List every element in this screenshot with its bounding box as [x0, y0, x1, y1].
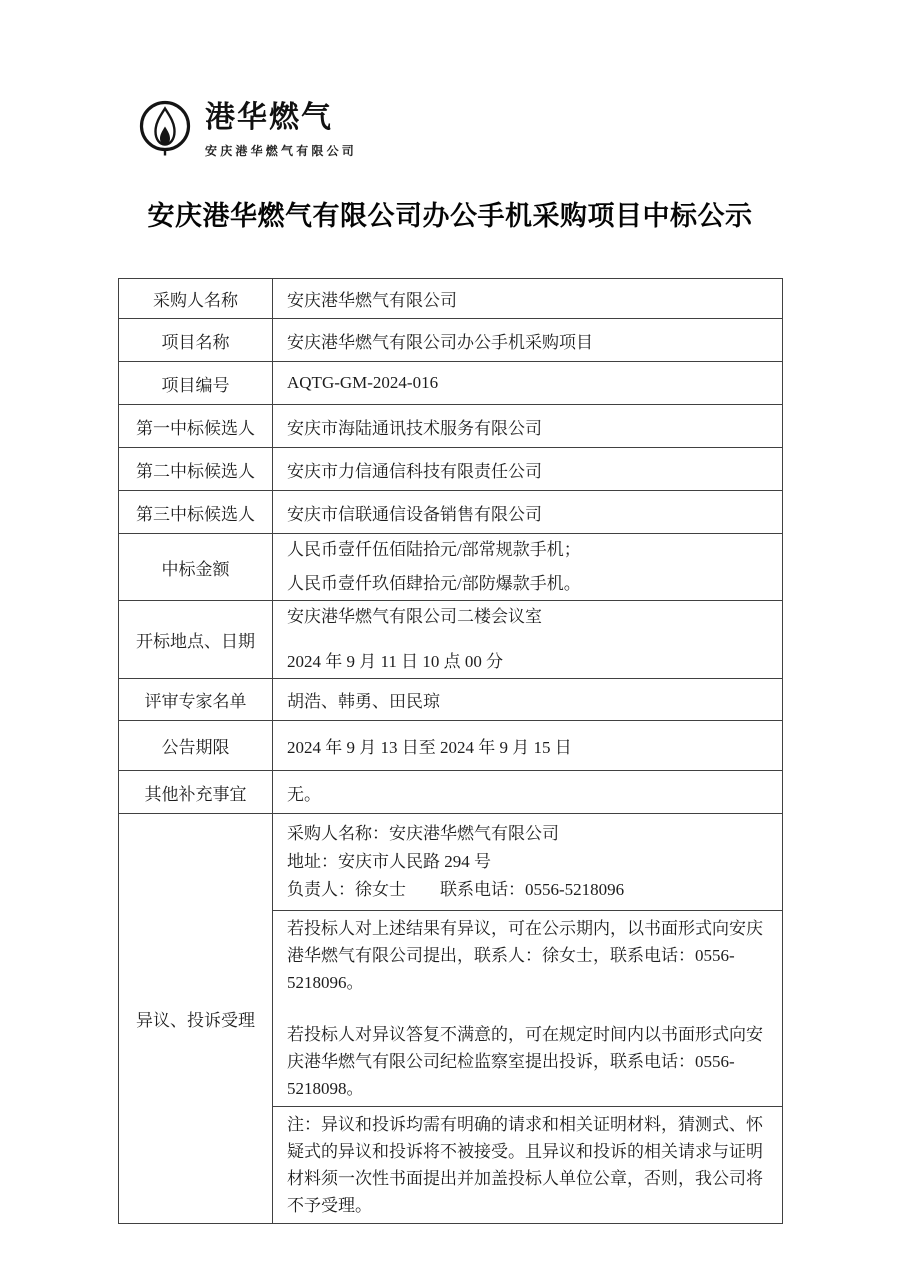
- objection-row-label: 异议、投诉受理: [119, 814, 273, 1224]
- flame-in-circle-icon: [139, 100, 193, 158]
- contact-line: 采购人名称：安庆港华燃气有限公司: [287, 824, 559, 843]
- table-row: [119, 405, 783, 448]
- row-label: 第三中标候选人: [119, 491, 273, 534]
- page-title: 安庆港华燃气有限公司办公手机采购项目中标公示: [147, 201, 753, 231]
- row-value: 安庆港华燃气有限公司: [273, 279, 783, 319]
- procedure-paragraph: 若投标人对上述结果有异议，可在公示期内，以书面形式向安庆港华燃气有限公司提出，联系人：徐女士，联系电话：0556-5218096。: [287, 919, 763, 992]
- row-value: [273, 601, 783, 679]
- row-label: 评审专家名单: [119, 679, 273, 721]
- objection-procedure-cell: [273, 911, 783, 1107]
- row-label: 采购人名称: [119, 279, 273, 319]
- objection-contact-cell: [273, 814, 783, 911]
- value-line: 人民币壹仟玖佰肆拾元/部防爆款手机。: [287, 574, 581, 593]
- row-label: 开标地点、日期: [119, 601, 273, 679]
- note-paragraph: 注：异议和投诉均需有明确的请求和相关证明材料，猜测式、怀疑式的异议和投诉将不被接受。且异议和投诉的相关请求与证明材料须一次性书面提出并加盖投标人单位公章，否则，我公司将不予受理。: [287, 1115, 763, 1215]
- table-row: [119, 601, 783, 679]
- row-label: 项目名称: [119, 319, 273, 362]
- row-label: 项目编号: [119, 362, 273, 405]
- row-label: 第二中标候选人: [119, 448, 273, 491]
- row-label: 第一中标候选人: [119, 405, 273, 448]
- logo-brand-name: 港华燃气: [205, 101, 333, 134]
- row-label: 其他补充事宜: [119, 771, 273, 814]
- table-row: [119, 491, 783, 534]
- row-value: 2024 年 9 月 13 日至 2024 年 9 月 15 日: [273, 721, 783, 771]
- table-row: [119, 448, 783, 491]
- row-label: 中标金额: [119, 534, 273, 601]
- announcement-table: [118, 278, 783, 1224]
- company-logo: [139, 100, 357, 159]
- table-row: [119, 319, 783, 362]
- value-line: 人民币壹仟伍佰陆拾元/部常规款手机；: [287, 540, 581, 559]
- contact-line: 负责人：徐女士 联系电话：0556-5218096: [287, 880, 625, 899]
- row-value: 安庆市海陆通讯技术服务有限公司: [273, 405, 783, 448]
- row-value: 安庆市力信通信科技有限责任公司: [273, 448, 783, 491]
- logo-text-block: [205, 100, 357, 159]
- procedure-paragraph: 若投标人对异议答复不满意的，可在规定时间内以书面形式向安庆港华燃气有限公司纪检监察室提出投诉，联系电话：0556-5218098。: [287, 1025, 763, 1098]
- table-row: [119, 771, 783, 814]
- table-row: [119, 721, 783, 771]
- row-value: AQTG-GM-2024-016: [273, 362, 783, 405]
- value-line: 安庆港华燃气有限公司二楼会议室: [287, 607, 542, 626]
- table-row: [119, 362, 783, 405]
- row-value: 胡浩、韩勇、田民琼: [273, 679, 783, 721]
- table-row: [119, 534, 783, 601]
- objection-note-cell: [273, 1107, 783, 1224]
- row-value: 无。: [273, 771, 783, 814]
- table-row: [119, 279, 783, 319]
- logo-company-subtitle: 安庆港华燃气有限公司: [205, 144, 358, 158]
- table-row-objection-contact: [119, 814, 783, 911]
- row-value: 安庆港华燃气有限公司办公手机采购项目: [273, 319, 783, 362]
- row-label: 公告期限: [119, 721, 273, 771]
- contact-line: 地址：安庆市人民路 294 号: [287, 852, 491, 871]
- value-line: 2024 年 9 月 11 日 10 点 00 分: [287, 652, 504, 671]
- row-value: [273, 534, 783, 601]
- table-row: [119, 679, 783, 721]
- row-value: 安庆市信联通信设备销售有限公司: [273, 491, 783, 534]
